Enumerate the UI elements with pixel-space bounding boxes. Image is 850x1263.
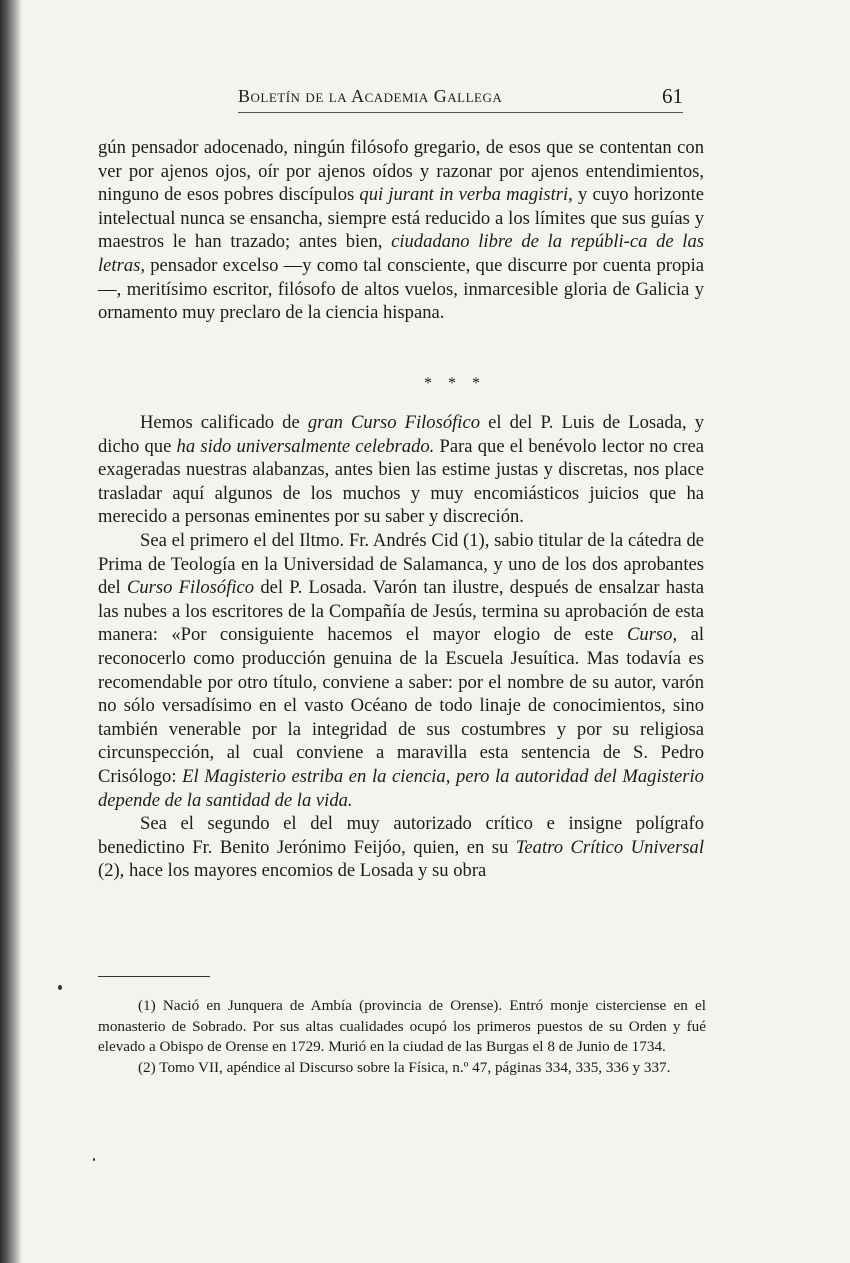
text-run: Sea el segundo el del muy autorizado crítico e insigne polígrafo benedictino Fr. Benito Jerónimo Feijóo, quien, en su (98, 813, 704, 858)
footnote-rule (98, 976, 210, 977)
italic-text-run: Curso Filosófico (126, 577, 255, 599)
footnotes (98, 996, 706, 1078)
footnote-1: (1) Nació en Junquera de Ambía (provincia de Orense). Entró monje cisterciense en el monasterio de Sobrado. Por sus altas cualidades ocupó los primeros puestos de su Orden y fué elevado a Obispo de Orense en 1729. Murió en la ciudad de las Burgas el 8 de Junio de 1734. (98, 997, 706, 1056)
body-paragraph-1 (98, 136, 704, 325)
text-run: (2), hace los mayores encomios de Losada y su obra (98, 860, 487, 882)
italic-text-run: Teatro Crítico Universal (515, 836, 704, 858)
text-run: Para que el benévolo lector no crea exageradas nuestras alabanzas, antes bien las estime justas y discretas, nos place trasladar aquí algunos de los muchos y muy encomiásticos juicios que ha merecido a personas eminentes por su saber y discreción. (98, 435, 704, 528)
italic-text-run: qui jurant in verba magistri, (359, 184, 573, 206)
book-spine-edge (0, 0, 22, 1263)
paragraph-text (98, 411, 704, 529)
italic-text-run: gran Curso Filosófico (307, 412, 481, 433)
section-separator: * * * (424, 375, 486, 392)
text-run: y cuyo horizonte intelectual nunca se ensancha, siempre está reducido a los límites que sus guías y maestros le han trazado; antes bien, (98, 184, 704, 253)
paragraph-text (98, 136, 704, 325)
page-number: 61 (662, 84, 683, 108)
ink-speck (58, 985, 62, 990)
text-run: el del P. Luis de Losada, y dicho que (98, 412, 704, 457)
body-paragraphs-main (98, 411, 704, 883)
paragraph-text (98, 812, 704, 883)
header-rule (238, 112, 683, 113)
italic-text-run: El Magisterio estriba en la ciencia, pero la autoridad del Magisterio depende de la santidad de la vida. (98, 765, 704, 811)
paragraph-text (98, 529, 704, 812)
italic-text-run: ciudadano libre de la repúbli-ca de las letras, (98, 231, 704, 276)
footnote-2: (2) Tomo VII, apéndice al Discurso sobre la Física, n.º 47, páginas 334, 335, 336 y 337. (138, 1058, 671, 1076)
italic-text-run: Curso, (627, 624, 678, 646)
text-run: al reconocerlo como producción genuina de la Escuela Jesuítica. Mas todavía es recomendable por otro título, conviene a saber: por el nombre de su autor, varón no sólo versadísimo en el vasto Océano de todo linaje de conocimientos, sino también venerable por la integridad de sus costumbres y por su religiosa circunspección, al cual conviene a maravilla esta sentencia de S. Pedro Crisólogo: (98, 624, 705, 787)
text-run: del P. Losada. Varón tan ilustre, después de ensalzar hasta las nubes a los escritores de la Compañía de Jesús, termina su aprobación de esta manera: «Por consiguiente hacemos el mayor elogio de este (98, 577, 704, 646)
text-run: Hemos calificado de (140, 412, 308, 433)
italic-text-run: ha sido universalmente celebrado. (176, 435, 435, 457)
journal-title: Boletín de la Academia Gallega (238, 86, 503, 106)
text-run: Sea el primero el del Iltmo. Fr. Andrés Cid (1), sabio titular de la cátedra de Prima de Teología en la Universidad de Salamanca, y uno de los dos aprobantes del (98, 529, 704, 599)
text-run: gún pensador adocenado, ningún filósofo gregario, de esos que se contentan con ver por ajenos ojos, oír por ajenos oídos y razonar por ajenos entendimientos, ninguno de esos pobres discípulos (98, 137, 704, 206)
ink-speck (93, 1158, 95, 1161)
running-header (238, 86, 683, 116)
text-run: pensador excelso —y como tal consciente, que discurre por cuenta propia—, meritísimo escritor, filósofo de altos vuelos, inmarcesible gloria de Galicia y ornamento muy preclaro de la ciencia hispana. (98, 254, 704, 324)
